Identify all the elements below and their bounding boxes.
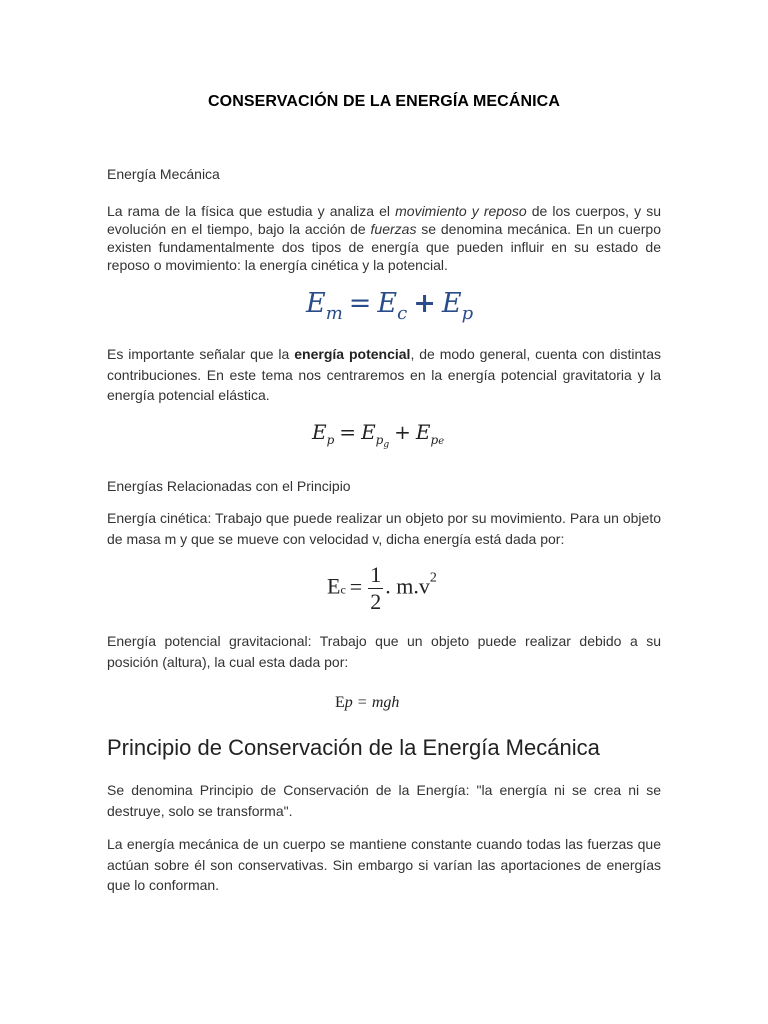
intro-emphasis-movement: movimiento y reposo (395, 203, 527, 219)
potential-energy-strong: energía potencial (294, 346, 411, 362)
intro-text-1: La rama de la física que estudia y analiza el (107, 203, 396, 219)
principle-paragraph: Se denomina Principio de Conservación de la Energía: "la energía ni se crea ni se destruye, solo se transforma". (107, 782, 661, 819)
formula-kinetic-energy: Ec = $\frac{1}{2}$ . $m.v^2$ (327, 562, 437, 614)
intro-paragraph (107, 202, 661, 274)
related-energies-label: Energías Relacionadas con el Principio (107, 478, 351, 494)
formula-gravitational-energy: Ep = mgh (335, 694, 400, 711)
kinetic-energy-paragraph: Energía cinética: Trabajo que puede realizar un objeto por su movimiento. Para un objeto de masa m y que se mueve con velocidad v, dicha energía está dada por: (107, 510, 661, 547)
formula-mechanical-energy: $E_m = E_c + E_p$ (306, 288, 474, 324)
potential-text-2: , de modo general, cuenta con distintas contribuciones. En este tema nos centraremos en la energía potencial gravitatoria y la energía potencial elástica. (107, 346, 661, 403)
potential-energy-paragraph (107, 344, 661, 406)
principle-heading: Principio de Conservación de la Energía Mecánica (107, 735, 600, 760)
potential-text-1: Es importante señalar que la (107, 346, 295, 362)
document-title: CONSERVACIÓN DE LA ENERGÍA MECÁNICA (208, 93, 560, 110)
section-label-mechanical-energy: Energía Mecánica (107, 166, 220, 182)
formula-potential-energy: $E_p = E_{p_g}+ E_{pe}$ (312, 420, 445, 450)
intro-text-3: se denomina mecánica. En un cuerpo existen fundamentalmente dos tipos de energía que pueden influir en su estado de reposo o movimiento: la energía cinética y la potencial. (107, 221, 661, 273)
intro-emphasis-forces: fuerzas (370, 221, 417, 237)
gravitational-energy-paragraph: Energía potencial gravitacional: Trabajo que un objeto puede realizar debido a su posición (altura), la cual esta dada por: (107, 633, 661, 670)
intro-text-2: de los cuerpos, y su evolución en el tiempo, bajo la acción de (107, 203, 661, 237)
final-paragraph: La energía mecánica de un cuerpo se mantiene constante cuando todas las fuerzas que actúan sobre él son conservativas. Sin embargo si varían las aportaciones de energías que lo conforman. (107, 836, 661, 893)
